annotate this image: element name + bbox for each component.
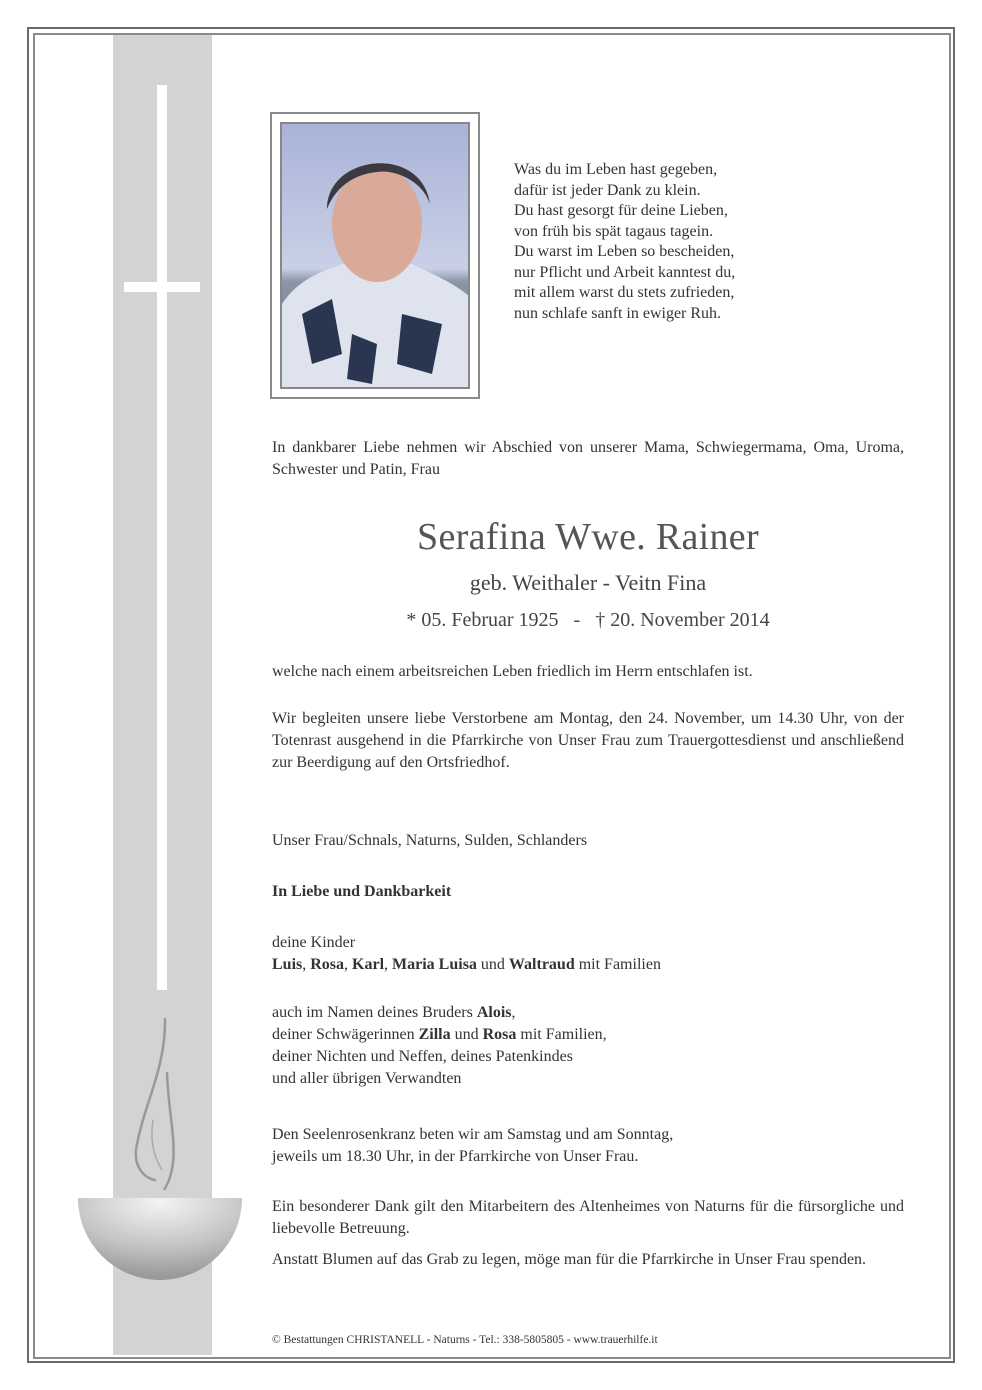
separator: , bbox=[302, 956, 311, 973]
rosary-line: Den Seelenrosenkranz beten wir am Samstag und am Sonntag, bbox=[272, 1126, 674, 1143]
eternal-light-icon bbox=[78, 1010, 248, 1285]
relatives-text: und aller übrigen Verwandten bbox=[272, 1070, 462, 1087]
funeral-text: Wir begleiten unsere liebe Verstorbene am Montag, den 24. November, um 14.30 Uhr, von der Totenrast ausgehend in die Pfarrkirche von Unser Frau zum Trauergottesdienst und anschließend zur Beerdigung auf den Ortsfriedhof. bbox=[272, 710, 904, 771]
children-tail: mit Familien bbox=[574, 956, 661, 973]
portrait-frame bbox=[270, 112, 480, 399]
poem-line: Was du im Leben hast gegeben, bbox=[514, 161, 718, 178]
places-text: Unser Frau/Schnals, Naturns, Sulden, Schlanders bbox=[272, 832, 588, 849]
relatives-text: und bbox=[450, 1026, 483, 1043]
relative-name: Rosa bbox=[482, 1026, 517, 1043]
relative-name: Alois bbox=[476, 1004, 512, 1021]
child-name: Maria Luisa bbox=[392, 956, 477, 973]
separator: , bbox=[384, 956, 393, 973]
flowers-text: Anstatt Blumen auf das Grab zu legen, möge man für die Pfarrkirche in Unser Frau spenden. bbox=[272, 1251, 867, 1268]
separator: und bbox=[476, 956, 509, 973]
poem bbox=[514, 160, 735, 324]
relatives-text: deiner Schwägerinnen bbox=[272, 1026, 419, 1043]
relatives-text: deiner Nichten und Neffen, deines Patenkindes bbox=[272, 1048, 573, 1065]
relatives-text: , bbox=[511, 1004, 516, 1021]
footer-credit: © Bestattungen CHRISTANELL - Naturns - Tel.: 338-5805805 - www.trauerhilfe.it bbox=[272, 1334, 658, 1346]
relatives-block bbox=[272, 1002, 904, 1090]
relatives-text: auch im Namen deines Bruders bbox=[272, 1004, 477, 1021]
deceased-name: Serafina Wwe. Rainer bbox=[417, 516, 759, 558]
life-dates: * 05. Februar 1925 - † 20. November 2014 bbox=[406, 609, 770, 631]
passing-text: welche nach einem arbeitsreichen Leben friedlich im Herrn entschlafen ist. bbox=[272, 663, 753, 680]
relative-name: Zilla bbox=[418, 1026, 451, 1043]
rosary-block bbox=[272, 1124, 904, 1168]
cross-icon bbox=[157, 85, 167, 990]
poem-line: nur Pflicht und Arbeit kanntest du, bbox=[514, 263, 736, 281]
birth-name: geb. Weithaler - Veitn Fina bbox=[469, 570, 707, 595]
poem-line: Du warst im Leben so bescheiden, bbox=[514, 243, 735, 260]
child-name: Waltraud bbox=[508, 956, 575, 973]
separator: , bbox=[344, 956, 353, 973]
children-block bbox=[272, 932, 904, 976]
intro-text: In dankbarer Liebe nehmen wir Abschied von unserer Mama, Schwiegermama, Oma, Uroma, Schwester und Patin, Frau bbox=[272, 439, 904, 478]
poem-line: von früh bis spät tagaus tagein. bbox=[514, 222, 714, 240]
rosary-line: jeweils um 18.30 Uhr, in der Pfarrkirche von Unser Frau. bbox=[272, 1148, 639, 1165]
portrait-photo bbox=[280, 122, 470, 389]
cross-icon-bar bbox=[124, 282, 200, 292]
relatives-text: mit Familien, bbox=[516, 1026, 607, 1043]
child-name: Luis bbox=[272, 956, 303, 973]
poem-line: Du hast gesorgt für deine Lieben, bbox=[514, 202, 728, 219]
poem-line: dafür ist jeder Dank zu klein. bbox=[514, 181, 701, 199]
poem-line: nun schlafe sanft in ewiger Ruh. bbox=[514, 304, 722, 322]
love-heading: In Liebe und Dankbarkeit bbox=[272, 883, 452, 900]
children-names bbox=[272, 954, 904, 976]
thanks-text: Ein besonderer Dank gilt den Mitarbeitern des Altenheimes von Naturns für die fürsorgliche und liebevolle Betreuung. bbox=[272, 1198, 904, 1237]
child-name: Karl bbox=[352, 956, 385, 973]
children-label: deine Kinder bbox=[272, 934, 356, 951]
poem-line: mit allem warst du stets zufrieden, bbox=[514, 284, 735, 301]
child-name: Rosa bbox=[310, 956, 345, 973]
